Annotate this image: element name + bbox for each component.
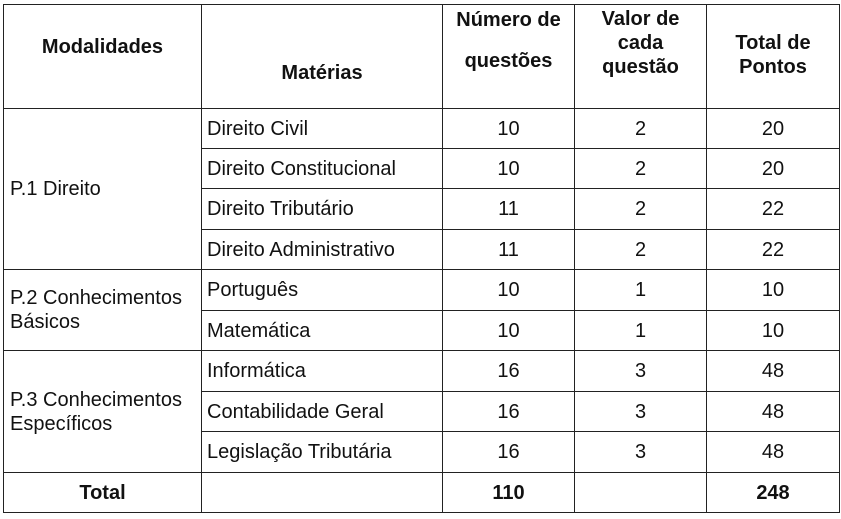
- header-valor-questao-line-1: Valor de: [601, 8, 680, 30]
- header-modalidades: Modalidades: [4, 5, 202, 109]
- questoes-cell: 11: [443, 189, 575, 230]
- exam-subjects-table: [3, 4, 840, 513]
- materia-cell: Direito Civil: [202, 109, 443, 149]
- total-cell: 22: [707, 189, 840, 230]
- total-valor-empty-cell: [575, 473, 707, 513]
- total-cell: 48: [707, 392, 840, 432]
- header-total-pontos: [707, 5, 840, 109]
- valor-cell: 2: [575, 109, 707, 149]
- valor-cell: 3: [575, 392, 707, 432]
- total-pontos: 248: [707, 473, 840, 513]
- total-cell: 10: [707, 311, 840, 351]
- modalidade-cell: [4, 351, 202, 473]
- valor-cell: 1: [575, 311, 707, 351]
- header-numero-questoes: [443, 5, 575, 109]
- materia-cell: Direito Tributário: [202, 189, 443, 230]
- total-row: [4, 473, 840, 513]
- total-questoes: 110: [443, 473, 575, 513]
- modalidade-label: Específicos: [10, 412, 113, 435]
- header-valor-questao: [575, 5, 707, 109]
- questoes-cell: 16: [443, 351, 575, 392]
- questoes-cell: 10: [443, 270, 575, 311]
- total-materia-empty-cell: [202, 473, 443, 513]
- valor-cell: 3: [575, 432, 707, 473]
- materia-cell: Contabilidade Geral: [202, 392, 443, 432]
- total-cell: 48: [707, 432, 840, 473]
- modalidade-label: P.3 Conhecimentos: [10, 388, 182, 411]
- modalidade-label: Básicos: [10, 311, 81, 333]
- questoes-cell: 10: [443, 149, 575, 189]
- total-cell: 22: [707, 230, 840, 270]
- valor-cell: 2: [575, 189, 707, 230]
- total-cell: 48: [707, 351, 840, 392]
- header-numero-questoes-line-1: Número de: [456, 9, 561, 31]
- materia-cell: Informática: [202, 351, 443, 392]
- total-cell: 20: [707, 149, 840, 189]
- valor-cell: 2: [575, 149, 707, 189]
- questoes-cell: 16: [443, 392, 575, 432]
- header-total-pontos-line-1: Total de: [735, 32, 811, 54]
- materia-cell: Direito Constitucional: [202, 149, 443, 189]
- table-row: [4, 351, 840, 392]
- modalidade-label: P.2 Conhecimentos: [10, 287, 182, 309]
- modalidade-cell: [4, 109, 202, 270]
- modalidade-label: P.1 Direito: [10, 178, 101, 200]
- total-cell: 20: [707, 109, 840, 149]
- questoes-cell: 16: [443, 432, 575, 473]
- header-materias: Matérias: [202, 5, 443, 109]
- questoes-cell: 10: [443, 311, 575, 351]
- materia-cell: Direito Administrativo: [202, 230, 443, 270]
- header-valor-questao-line-2: cada: [617, 32, 664, 54]
- header-row: [4, 5, 840, 109]
- materia-cell: Legislação Tributária: [202, 432, 443, 473]
- total-cell: 10: [707, 270, 840, 311]
- valor-cell: 1: [575, 270, 707, 311]
- valor-cell: 3: [575, 351, 707, 392]
- materia-cell: Português: [202, 270, 443, 311]
- table-row: [4, 109, 840, 149]
- valor-cell: 2: [575, 230, 707, 270]
- header-numero-questoes-line-2: questões: [464, 50, 553, 72]
- modalidade-cell: [4, 270, 202, 351]
- table-row: [4, 270, 840, 311]
- header-total-pontos-line-2: Pontos: [739, 56, 807, 78]
- materia-cell: Matemática: [202, 311, 443, 351]
- header-valor-questao-line-3: questão: [602, 56, 679, 78]
- questoes-cell: 10: [443, 109, 575, 149]
- total-label: Total: [4, 473, 202, 513]
- questoes-cell: 11: [443, 230, 575, 270]
